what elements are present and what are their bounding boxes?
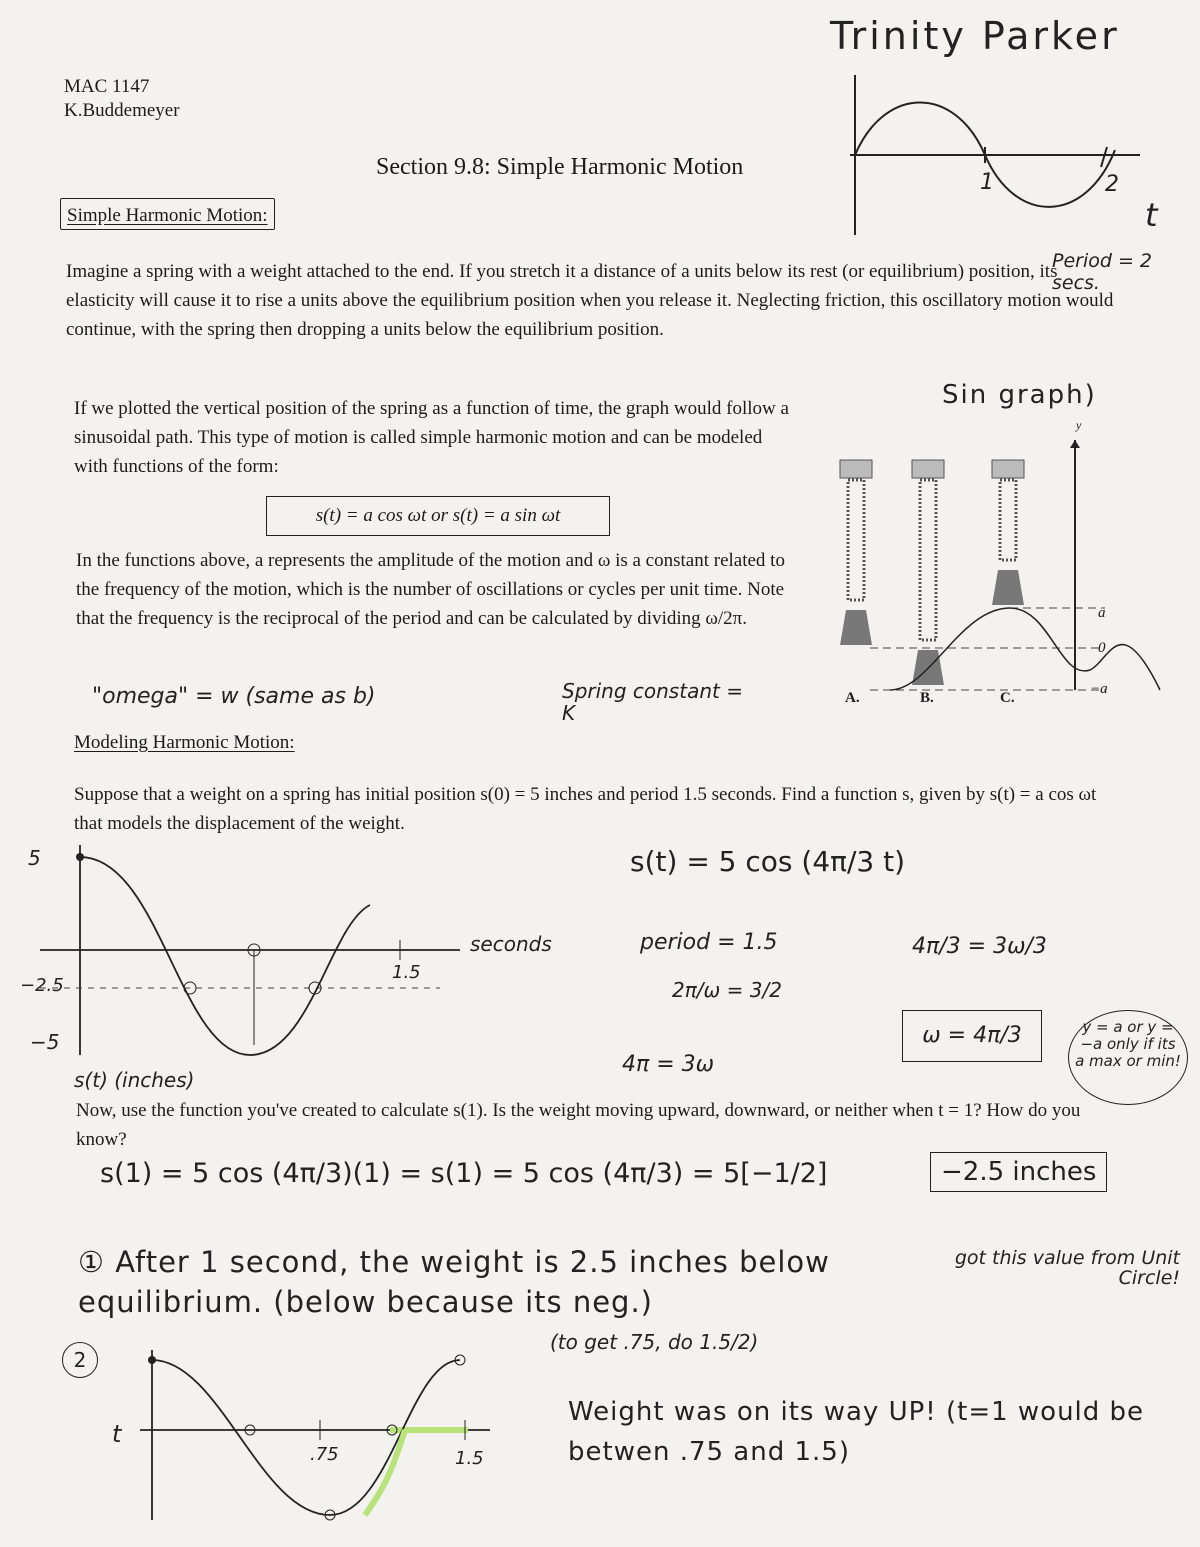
max-min-rule: y = a or y = −a only if its a max or min! xyxy=(1068,1010,1188,1105)
fig-label-neg-a: −a xyxy=(1090,681,1108,697)
sin-graph-note: Sin graph) xyxy=(942,380,1097,410)
heading-modeling: Modeling Harmonic Motion: xyxy=(74,732,295,753)
spring-c xyxy=(992,460,1024,605)
fig-label-a: A. xyxy=(845,690,860,706)
fig-label-y: y xyxy=(1076,418,1082,432)
circle-2: 2 xyxy=(62,1342,98,1378)
answer-1: ① After 1 second, the weight is 2.5 inches below equilibrium. (below because its neg.) xyxy=(78,1245,830,1319)
fig-label-pos-a: a xyxy=(1098,605,1106,621)
spring-figure xyxy=(830,440,1170,700)
course-code: MAC 1147 xyxy=(64,76,150,97)
fig-label-zero: 0 xyxy=(1098,640,1106,656)
answer-2: Weight was on its way UP! (t=1 would be betwen .75 and 1.5) xyxy=(568,1397,1145,1467)
period-work: period = 1.5 xyxy=(640,930,778,955)
graph-paragraph: If we plotted the vertical position of the spring as a function of time, the graph would follow a sinusoidal path. This type of motion is called simple harmonic motion and can be modeled with functions of the form: xyxy=(74,398,789,477)
spring-constant-note: Spring constant = K xyxy=(562,679,743,725)
graph-y-neg25: −2.5 xyxy=(20,975,64,996)
sketch-label-1: 1 xyxy=(980,170,994,195)
spring-a xyxy=(840,460,872,645)
sketch-sine-graph xyxy=(845,75,1145,235)
s1-calculation: s(1) = 5 cos (4π/3)(1) = s(1) = 5 cos (4π/3) = 5[−1/2] xyxy=(100,1158,828,1189)
sketch-label-t: t xyxy=(1145,196,1158,234)
student-name: Trinity Parker xyxy=(830,14,1120,58)
heading-simple-harmonic-motion: Simple Harmonic Motion: xyxy=(60,198,275,230)
ratio-work: 2π/ω = 3/2 xyxy=(672,978,782,1002)
omega-result-box xyxy=(902,1010,1042,1062)
cosine-graph xyxy=(40,845,480,1055)
s1-answer: −2.5 inches xyxy=(941,1157,1097,1187)
sketch-label-2: 2 xyxy=(1105,172,1119,197)
graph2-x-75: .75 xyxy=(310,1444,339,1465)
graph-y-axis-label: s(t) (inches) xyxy=(74,1068,195,1092)
function-answer: s(t) = 5 cos (4π/3 t) xyxy=(630,845,906,878)
equation-work: 4π/3 = 3ω/3 xyxy=(912,934,1047,959)
spring-b xyxy=(912,460,944,685)
problem-1: Suppose that a weight on a spring has initial position s(0) = 5 inches and period 1.5 seconds. Find a function s, given by s(t) = a cos ωt that models the displacement of the weight. xyxy=(74,784,1097,834)
to-get-note: (to get .75, do 1.5/2) xyxy=(550,1330,759,1354)
problem-2: Now, use the function you've created to calculate s(1). Is the weight moving upward, downward, or neither when t = 1? How do you know? xyxy=(76,1100,1081,1150)
amplitude-paragraph: In the functions above, a represents the amplitude of the motion and ω is a constant related to the frequency of the motion, which is the number of oscillations or cycles per unit time. Note that the frequency is the reciprocal of the period and can be calculated by dividing ω/2π. xyxy=(76,550,785,629)
period-note: Period = 2 secs. xyxy=(1052,250,1153,294)
fig-label-b: B. xyxy=(920,690,934,706)
omega-note: "omega" = w (same as b) xyxy=(92,684,376,709)
intro-paragraph: Imagine a spring with a weight attached to the end. If you stretch it a distance of a units below its rest (or equilibrium) position, its elasticity will cause it to rise a units above the equilibrium position when you release it. Neglecting friction, this oscillatory motion would continue, with the spring then dropping a units below the equilibrium position. xyxy=(66,261,1114,340)
formula-box xyxy=(266,496,610,536)
instructor-name: K.Buddemeyer xyxy=(64,100,180,121)
graph-x-15: 1.5 xyxy=(392,962,421,983)
s1-answer-box xyxy=(930,1152,1107,1192)
graph-y-5: 5 xyxy=(28,846,41,870)
formula-text: s(t) = a cos ωt or s(t) = a sin ωt xyxy=(315,505,561,526)
cosine-graph-2 xyxy=(110,1350,490,1520)
fig-label-c: C. xyxy=(1000,690,1015,706)
graph2-x-15: 1.5 xyxy=(455,1448,484,1469)
graph-y-neg5: −5 xyxy=(30,1030,60,1054)
section-title: Section 9.8: Simple Harmonic Motion xyxy=(376,154,744,180)
graph-seconds-label: seconds xyxy=(470,932,552,956)
graph2-t-axis: t xyxy=(112,1420,122,1448)
omega-result: ω = 4π/3 xyxy=(922,1023,1022,1048)
cross-multiply-work: 4π = 3ω xyxy=(622,1052,715,1077)
unit-circle-note: got this value from Unit Circle! xyxy=(954,1247,1180,1289)
